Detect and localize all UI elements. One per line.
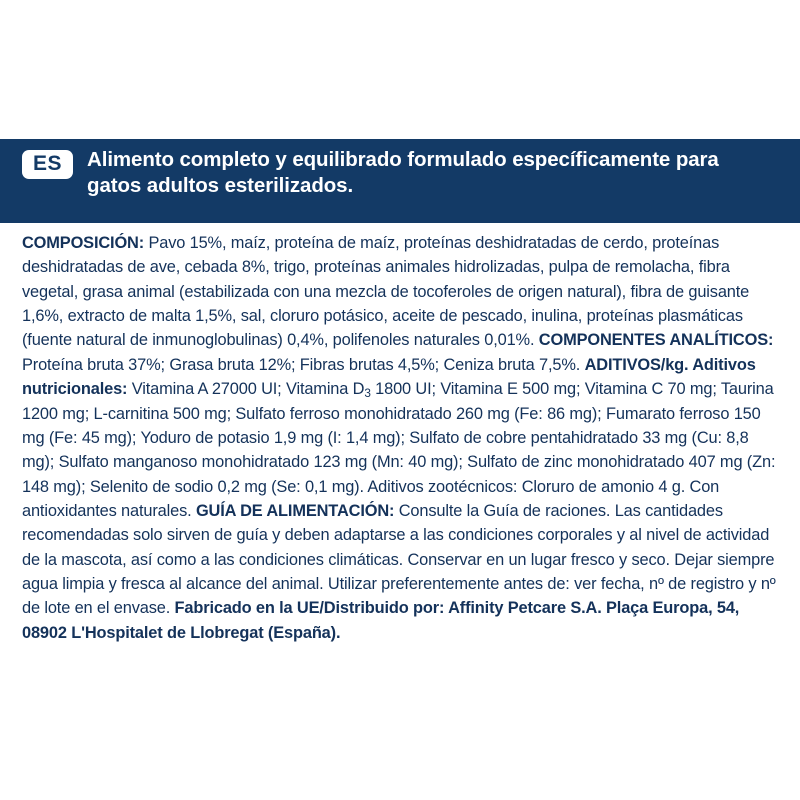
additives-heading: ADITIVOS/kg. Aditivos nutricionales: xyxy=(22,355,756,399)
manufacturer-info: Fabricado en la UE/Distribuido por: Affinity Petcare S.A. Plaça Europa, 54, 08902 L'Hospitalet de Llobregat (España). xyxy=(22,599,740,642)
label-paragraph xyxy=(22,231,778,645)
analytical-constituents-heading: COMPONENTES ANALÍTICOS: xyxy=(538,331,774,350)
language-header-band xyxy=(0,139,800,223)
ingredients-body xyxy=(22,231,778,645)
language-badge: ES xyxy=(22,150,73,179)
composition-text: Pavo 15%, maíz, proteína de maíz, proteínas deshidratadas de cerdo, proteínas deshidratadas de ave, cebada 8%, trigo, proteínas animales hidrolizadas, pulpa de remolacha, fibra vegetal, grasa animal (estabilizada con una mezcla de tocoferoles de origen natural), fibra de guisante 1,6%, extracto de malta 1,5%, sal, cloruro potásico, aceite de pescado, inulina, proteínas plasmáticas (fuente natural de inmunoglobulinas) 0,4%, polifenoles naturales 0,01%. xyxy=(22,234,750,350)
analytical-constituents-text: Proteína bruta 37%; Grasa bruta 12%; Fibras brutas 4,5%; Ceniza bruta 7,5%. xyxy=(22,355,585,374)
additives-text-part2: 1800 UI; Vitamina E 500 mg; Vitamina C 70 mg; Taurina 1200 mg; L-carnitina 500 mg; Sulfato ferroso monohidratado 260 mg (Fe: 86 mg); Fumarato ferroso 150 mg (Fe: 45 mg); Yoduro de potasio 1,9 mg (I: 1,4 mg); Sulfato de cobre pentahidratado 33 mg (Cu: 8,8 mg); Sulfato manganoso monohidratado 123 mg (Mn: 40 mg); Sulfato de zinc monohidratado 407 mg (Zn: 148 mg); Selenito de sodio 0,2 mg (Se: 0,1 mg). Aditivos zootécnicos: Cloruro de amonio 4 g. Con antioxidantes naturales. xyxy=(22,380,776,520)
additives-text-part1: Vitamina A 27000 UI; Vitamina D xyxy=(127,380,365,399)
feeding-guide-text: Consulte la Guía de raciones. Las cantidades recomendadas solo sirven de guía y deben adaptarse a las condiciones corporales y al nivel de actividad de la mascota, así como a las condiciones climáticas. Conservar en un lugar fresco y seco. Dejar siempre agua limpia y fresca al alcance del animal. Utilizar preferentemente antes de: ver fecha, nº de registro y nº de lote en el envase. xyxy=(22,501,776,618)
composition-heading: COMPOSICIÓN: xyxy=(22,234,145,252)
feeding-guide-heading: GUÍA DE ALIMENTACIÓN: xyxy=(195,501,395,520)
vitamin-d3-subscript: 3 xyxy=(364,386,371,401)
header-description: Alimento completo y equilibrado formulado específicamente para gatos adultos esterilizados. xyxy=(87,148,719,198)
